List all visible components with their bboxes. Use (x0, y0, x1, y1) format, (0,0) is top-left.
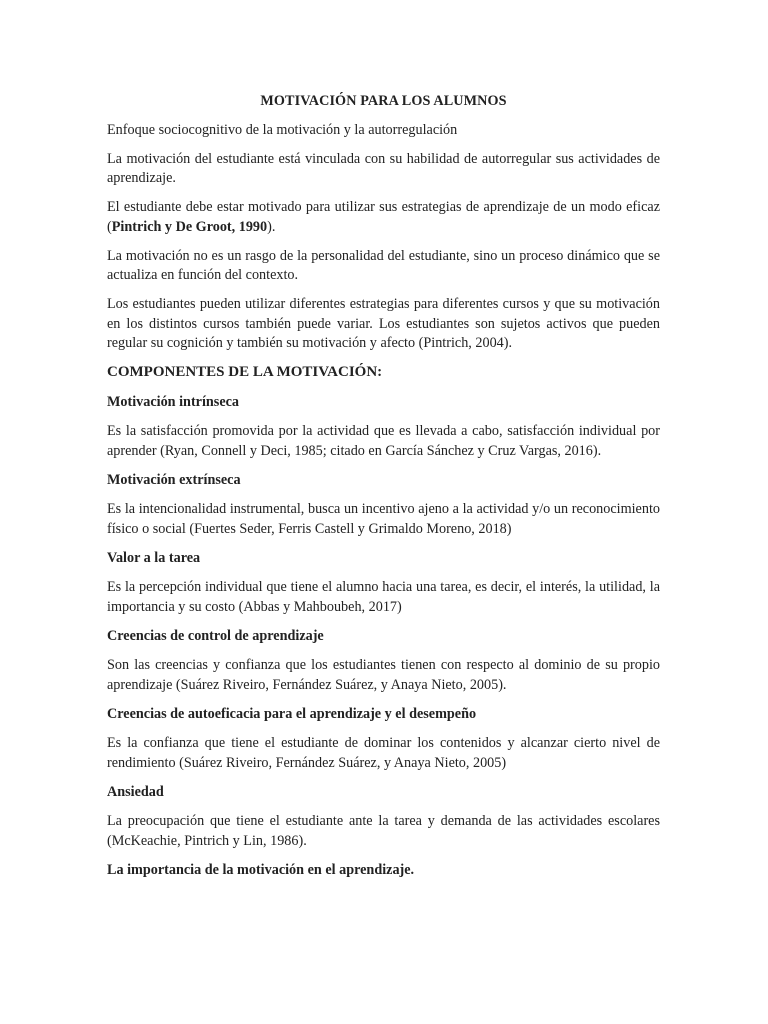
component-heading-intrinsic: Motivación intrínseca (107, 393, 240, 410)
components-heading: COMPONENTES DE LA MOTIVACIÓN: (107, 364, 383, 380)
intro-paragraph-4: Los estudiantes pueden utilizar diferentes estrategias para diferentes cursos y que su motivación en los distintos cursos también puede variar. Los estudiantes son sujetos activos que pueden regular su cognición y también su motivación y afecto (Pintrich, 2004). (107, 296, 660, 351)
intro-paragraph-2-end: ). (267, 218, 276, 235)
intro-paragraph-3: La motivación no es un rasgo de la personalidad del estudiante, sino un proceso dinámico que se actualiza en función del contexto. (107, 247, 660, 283)
component-heading-control-beliefs: Creencias de control de aprendizaje (107, 627, 324, 644)
component-heading-self-efficacy: Creencias de autoeficacia para el aprendizaje y el desempeño (107, 705, 477, 722)
component-text-extrinsic: Es la intencionalidad instrumental, busca un incentivo ajeno a la actividad y/o un reconocimiento físico o social (Fuertes Seder, Ferris Castell y Grimaldo Moreno, 2018) (107, 501, 660, 537)
component-text-intrinsic: Es la satisfacción promovida por la actividad que es llevada a cabo, satisfacción individual por aprender (Ryan, Connell y Deci, 1985; citado en García Sánchez y Cruz Vargas, 2016). (107, 423, 660, 459)
document-title: MOTIVACIÓN PARA LOS ALUMNOS (260, 93, 507, 109)
document-subtitle: Enfoque sociocognitivo de la motivación y la autorregulación (107, 121, 458, 138)
component-text-self-efficacy: Es la confianza que tiene el estudiante de dominar los contenidos y alcanzar cierto nivel de rendimiento (Suárez Riveiro, Fernández Suárez, y Anaya Nieto, 2005) (107, 735, 660, 771)
component-heading-task-value: Valor a la tarea (107, 549, 201, 566)
citation-bold: Pintrich y De Groot, 1990 (111, 218, 268, 235)
document-page (107, 92, 660, 890)
component-text-anxiety: La preocupación que tiene el estudiante ante la tarea y demanda de las actividades escolares (McKeachie, Pintrich y Lin, 1986). (107, 813, 660, 849)
component-heading-anxiety: Ansiedad (107, 783, 164, 800)
intro-paragraph-1: La motivación del estudiante está vinculada con su habilidad de autorregular sus actividades de aprendizaje. (107, 150, 660, 186)
component-text-control-beliefs: Son las creencias y confianza que los estudiantes tienen con respecto al dominio de su propio aprendizaje (Suárez Riveiro, Fernández Suárez, y Anaya Nieto, 2005). (107, 657, 660, 693)
intro-paragraph-2-text: El estudiante debe estar motivado para utilizar sus estrategias de aprendizaje de un modo eficaz ( (107, 199, 660, 235)
final-heading: La importancia de la motivación en el aprendizaje. (107, 861, 415, 878)
component-heading-extrinsic: Motivación extrínseca (107, 471, 241, 488)
intro-paragraph-2 (107, 198, 660, 237)
component-text-task-value: Es la percepción individual que tiene el alumno hacia una tarea, es decir, el interés, la utilidad, la importancia y su costo (Abbas y Mahboubeh, 2017) (107, 579, 660, 615)
